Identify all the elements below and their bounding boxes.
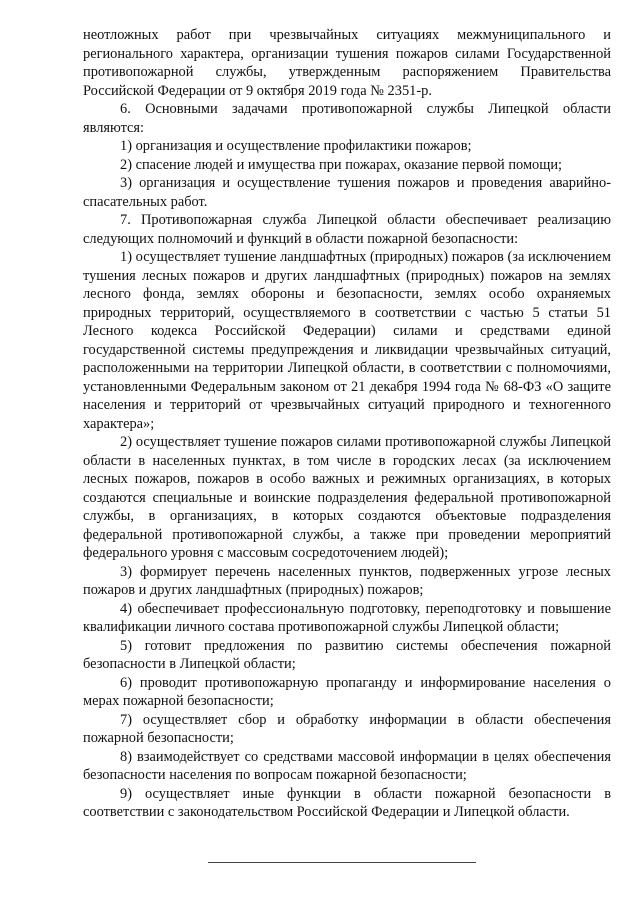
document-page [83,26,611,822]
paragraph-function-6: 6) проводит противопожарную пропаганду и информирование населения о мерах пожарной безопасности; [83,674,611,709]
paragraph-item-6: 6. Основными задачами противопожарной службы Липецкой области являются: [83,101,611,136]
footer-divider [208,862,476,863]
paragraph-item-7: 7. Противопожарная служба Липецкой области обеспечивает реализацию следующих полномочий и функций в области пожарной безопасности: [83,212,611,247]
paragraph-function-8: 8) взаимодействует со средствами массовой информации в целях обеспечения безопасности населения по вопросам пожарной безопасности; [83,748,611,783]
paragraph-function-2: 2) осуществляет тушение пожаров силами противопожарной службы Липецкой области в населенных пунктах, в том числе в городских лесах (за исключением лесных пожаров, пожаров в особо важных и режимных организациях, в которых создаются специальные и воинские подразделения федеральной противопожарной службы, в организациях, в которых создаются объектовые подразделения федеральной противопожарной службы, а также при проведении мероприятий федерального уровня с массовым сосредоточением людей); [83,434,611,561]
paragraph-function-5: 5) готовит предложения по развитию системы обеспечения пожарной безопасности в Липецкой области; [83,637,611,672]
paragraph-task-3: 3) организация и осуществление тушения пожаров и проведения аварийно-спасательных работ. [83,175,611,210]
paragraph-function-1: 1) осуществляет тушение ландшафтных (природных) пожаров (за исключением тушения лесных пожаров и других ландшафтных (природных) пожаров на землях лесного фонда, землях обороны и безопасности, землях особо охраняемых природных территорий, осуществляемого в соответствии с частью 5 статьи 51 Лесного кодекса Российской Федерации) силами и средствами единой государственной системы предупреждения и ликвидации чрезвычайных ситуаций, расположенными на территории Липецкой области, в соответствии с полномочиями, установленными Федеральным законом от 21 декабря 1994 года № 68-ФЗ «О защите населения и территорий от чрезвычайных ситуаций природного и техногенного характера»; [83,249,611,432]
paragraph-task-1: 1) организация и осуществление профилактики пожаров; [120,138,472,154]
paragraph-function-3: 3) формирует перечень населенных пунктов, подверженных угрозе лесных пожаров и других ландшафтных (природных) пожаров; [83,563,611,598]
paragraph-function-7: 7) осуществляет сбор и обработку информации в области обеспечения пожарной безопасности; [83,711,611,746]
paragraph-function-9: 9) осуществляет иные функции в области пожарной безопасности в соответствии с законодательством Российской Федерации и Липецкой области. [83,785,611,820]
paragraph-continuation: неотложных работ при чрезвычайных ситуациях межмуниципального и регионального характера, организации тушения пожаров силами Государственной противопожарной службы, утвержденным распоряжением Правительства Российской Федерации от 9 октября 2019 года № 2351-р. [83,27,611,99]
paragraph-task-2: 2) спасение людей и имущества при пожарах, оказание первой помощи; [120,156,563,173]
paragraph-function-4: 4) обеспечивает профессиональную подготовку, переподготовку и повышение квалификации личного состава противопожарной службы Липецкой области; [83,600,611,635]
